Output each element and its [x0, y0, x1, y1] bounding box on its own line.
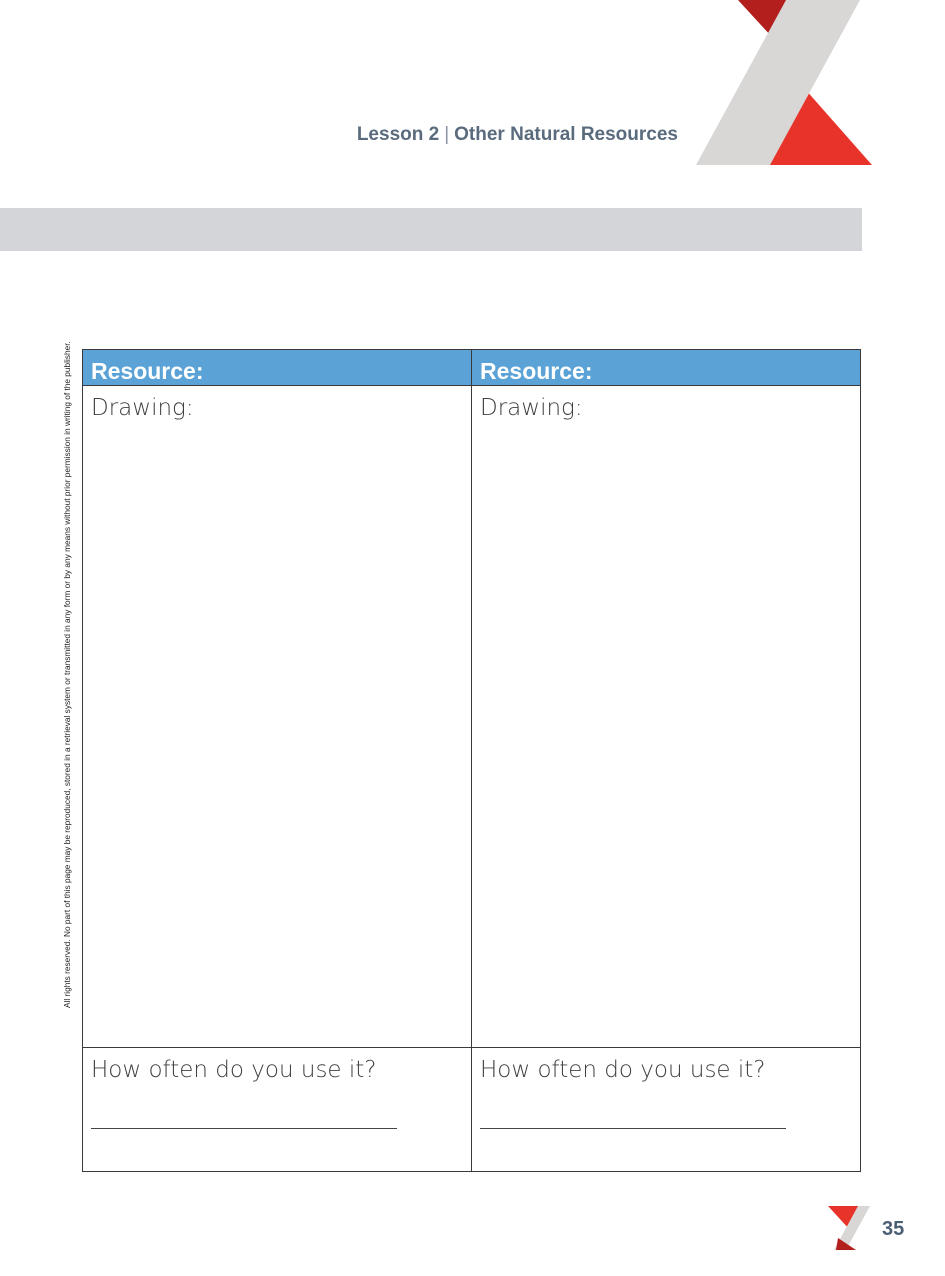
- lesson-label: Lesson 2: [356, 124, 440, 145]
- page-number: 35: [882, 1218, 905, 1240]
- lesson-title: Other Natural Resources: [454, 124, 678, 145]
- drawing-row: [83, 386, 861, 1048]
- drawing-label-right: Drawing:: [480, 395, 583, 421]
- lesson-header: [357, 124, 678, 146]
- resource-worksheet-table: [82, 349, 861, 1172]
- title-band: [0, 208, 862, 251]
- frequency-question-right: How often do you use it?: [480, 1057, 766, 1083]
- frequency-question-left: How often do you use it?: [91, 1057, 377, 1083]
- drawing-label-left: Drawing:: [91, 395, 194, 421]
- frequency-row: [83, 1048, 861, 1172]
- brand-x-logo-icon: [690, 0, 880, 170]
- resource-header-right: Resource:: [472, 350, 861, 386]
- header-separator: |: [444, 124, 450, 145]
- copyright-notice: All rights reserved. No part of this page may be reproduced, stored in a retrieval system or transmitted in any form or by any means without prior permission in writing of the publisher.: [62, 341, 72, 1008]
- drawing-area-right[interactable]: [472, 386, 861, 1048]
- resource-header-row: [83, 350, 861, 386]
- brand-x-logo-small-icon: [828, 1206, 874, 1250]
- resource-header-left: Resource:: [83, 350, 472, 386]
- answer-line-right[interactable]: [480, 1128, 786, 1129]
- frequency-cell-right: [472, 1048, 861, 1172]
- drawing-area-left[interactable]: [83, 386, 472, 1048]
- answer-line-left[interactable]: [91, 1128, 397, 1129]
- frequency-cell-left: [83, 1048, 472, 1172]
